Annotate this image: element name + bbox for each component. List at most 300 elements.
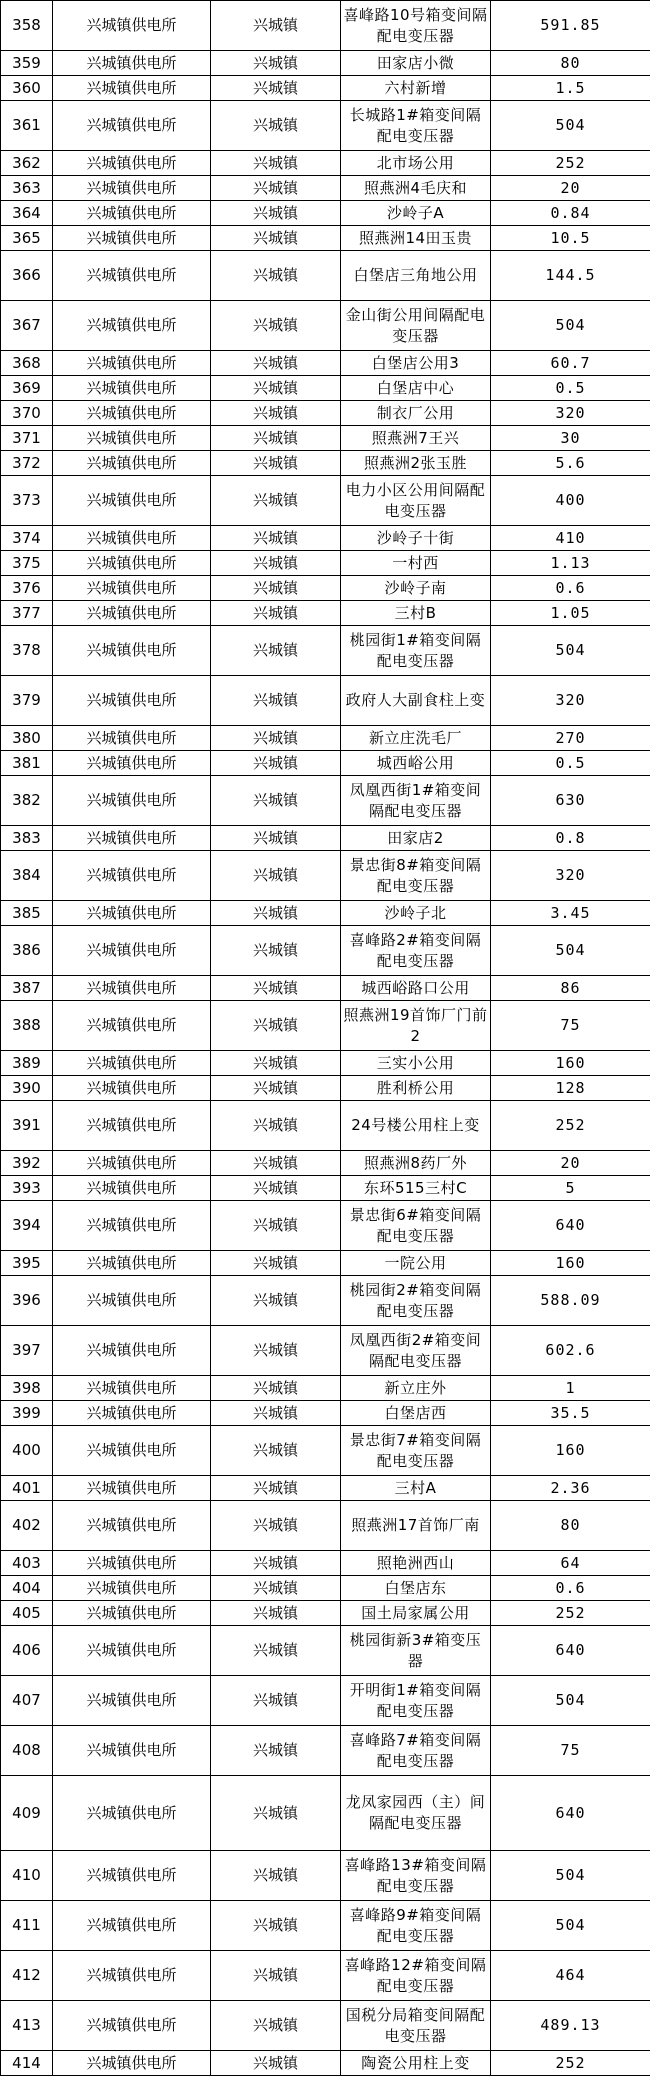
table-row — [1, 226, 650, 251]
cell-supply-station: 兴城镇供电所 — [53, 476, 211, 526]
cell-row-number: 368 — [1, 351, 53, 376]
cell-row-number: 378 — [1, 626, 53, 676]
cell-capacity: 64 — [491, 1551, 650, 1576]
table-row — [1, 1851, 650, 1901]
table-row — [1, 1901, 650, 1951]
cell-row-number: 358 — [1, 1, 53, 51]
table-row — [1, 401, 650, 426]
cell-town: 兴城镇 — [211, 1251, 341, 1276]
cell-capacity: 160 — [491, 1051, 650, 1076]
cell-row-number: 363 — [1, 176, 53, 201]
table-row — [1, 2051, 650, 2076]
cell-row-number: 369 — [1, 376, 53, 401]
cell-town: 兴城镇 — [211, 776, 341, 826]
cell-capacity: 1.05 — [491, 601, 650, 626]
cell-row-number: 374 — [1, 526, 53, 551]
cell-town: 兴城镇 — [211, 451, 341, 476]
cell-row-number: 392 — [1, 1151, 53, 1176]
cell-transformer-name: 胜利桥公用 — [341, 1076, 491, 1101]
cell-capacity: 252 — [491, 1601, 650, 1626]
cell-town: 兴城镇 — [211, 1401, 341, 1426]
cell-town: 兴城镇 — [211, 1501, 341, 1551]
cell-transformer-name: 桃园街新3#箱变压器 — [341, 1626, 491, 1676]
table-row — [1, 576, 650, 601]
cell-row-number: 385 — [1, 901, 53, 926]
cell-capacity: 1.5 — [491, 76, 650, 101]
table-row — [1, 926, 650, 976]
cell-supply-station: 兴城镇供电所 — [53, 1326, 211, 1376]
cell-row-number: 400 — [1, 1426, 53, 1476]
cell-transformer-name: 新立庄洗毛厂 — [341, 726, 491, 751]
cell-row-number: 414 — [1, 2051, 53, 2076]
cell-town: 兴城镇 — [211, 176, 341, 201]
table-row — [1, 526, 650, 551]
cell-transformer-name: 城西峪公用 — [341, 751, 491, 776]
cell-town: 兴城镇 — [211, 301, 341, 351]
table-row — [1, 726, 650, 751]
cell-transformer-name: 北市场公用 — [341, 151, 491, 176]
cell-capacity: 75 — [491, 1726, 650, 1776]
cell-capacity: 35.5 — [491, 1401, 650, 1426]
cell-row-number: 405 — [1, 1601, 53, 1626]
cell-supply-station: 兴城镇供电所 — [53, 1401, 211, 1426]
cell-row-number: 403 — [1, 1551, 53, 1576]
table-row — [1, 301, 650, 351]
cell-supply-station: 兴城镇供电所 — [53, 1601, 211, 1626]
cell-capacity: 504 — [491, 1676, 650, 1726]
table-row — [1, 551, 650, 576]
cell-town: 兴城镇 — [211, 101, 341, 151]
cell-capacity: 400 — [491, 476, 650, 526]
cell-row-number: 364 — [1, 201, 53, 226]
cell-transformer-name: 一村西 — [341, 551, 491, 576]
cell-supply-station: 兴城镇供电所 — [53, 1151, 211, 1176]
cell-capacity: 0.8 — [491, 826, 650, 851]
cell-supply-station: 兴城镇供电所 — [53, 726, 211, 751]
cell-transformer-name: 喜峰路9#箱变间隔配电变压器 — [341, 1901, 491, 1951]
cell-row-number: 409 — [1, 1776, 53, 1851]
cell-capacity: 20 — [491, 176, 650, 201]
cell-town: 兴城镇 — [211, 1726, 341, 1776]
table-row — [1, 1626, 650, 1676]
cell-town: 兴城镇 — [211, 1201, 341, 1251]
cell-row-number: 381 — [1, 751, 53, 776]
cell-row-number: 362 — [1, 151, 53, 176]
cell-town: 兴城镇 — [211, 926, 341, 976]
cell-row-number: 367 — [1, 301, 53, 351]
cell-supply-station: 兴城镇供电所 — [53, 351, 211, 376]
cell-transformer-name: 凤凰西街2#箱变间隔配电变压器 — [341, 1326, 491, 1376]
cell-row-number: 410 — [1, 1851, 53, 1901]
cell-row-number: 375 — [1, 551, 53, 576]
cell-capacity: 252 — [491, 1101, 650, 1151]
cell-supply-station: 兴城镇供电所 — [53, 626, 211, 676]
cell-town: 兴城镇 — [211, 626, 341, 676]
table-row — [1, 1951, 650, 2001]
cell-town: 兴城镇 — [211, 151, 341, 176]
cell-town: 兴城镇 — [211, 726, 341, 751]
cell-row-number: 366 — [1, 251, 53, 301]
table-row — [1, 601, 650, 626]
cell-supply-station: 兴城镇供电所 — [53, 251, 211, 301]
cell-row-number: 376 — [1, 576, 53, 601]
cell-row-number: 359 — [1, 51, 53, 76]
cell-row-number: 361 — [1, 101, 53, 151]
cell-town: 兴城镇 — [211, 401, 341, 426]
cell-row-number: 401 — [1, 1476, 53, 1501]
cell-capacity: 160 — [491, 1426, 650, 1476]
cell-row-number: 365 — [1, 226, 53, 251]
cell-capacity: 128 — [491, 1076, 650, 1101]
cell-transformer-name: 六村新增 — [341, 76, 491, 101]
cell-row-number: 407 — [1, 1676, 53, 1726]
cell-capacity: 10.5 — [491, 226, 650, 251]
cell-row-number: 371 — [1, 426, 53, 451]
cell-town: 兴城镇 — [211, 1676, 341, 1726]
cell-capacity: 464 — [491, 1951, 650, 2001]
cell-supply-station: 兴城镇供电所 — [53, 976, 211, 1001]
cell-row-number: 399 — [1, 1401, 53, 1426]
cell-town: 兴城镇 — [211, 201, 341, 226]
cell-transformer-name: 白堡店西 — [341, 1401, 491, 1426]
cell-row-number: 373 — [1, 476, 53, 526]
table-row — [1, 776, 650, 826]
cell-transformer-name: 沙岭子A — [341, 201, 491, 226]
cell-row-number: 379 — [1, 676, 53, 726]
cell-capacity: 630 — [491, 776, 650, 826]
cell-capacity: 0.5 — [491, 376, 650, 401]
cell-row-number: 383 — [1, 826, 53, 851]
cell-town: 兴城镇 — [211, 226, 341, 251]
cell-town: 兴城镇 — [211, 1551, 341, 1576]
cell-row-number: 377 — [1, 601, 53, 626]
cell-supply-station: 兴城镇供电所 — [53, 1376, 211, 1401]
cell-transformer-name: 沙岭子南 — [341, 576, 491, 601]
table-row — [1, 901, 650, 926]
table-row — [1, 51, 650, 76]
cell-supply-station: 兴城镇供电所 — [53, 226, 211, 251]
table-row — [1, 101, 650, 151]
cell-row-number: 396 — [1, 1276, 53, 1326]
cell-row-number: 402 — [1, 1501, 53, 1551]
cell-town: 兴城镇 — [211, 1376, 341, 1401]
cell-row-number: 393 — [1, 1176, 53, 1201]
table-row — [1, 1051, 650, 1076]
cell-transformer-name: 照燕洲2张玉胜 — [341, 451, 491, 476]
cell-town: 兴城镇 — [211, 1776, 341, 1851]
cell-transformer-name: 电力小区公用间隔配电变压器 — [341, 476, 491, 526]
cell-supply-station: 兴城镇供电所 — [53, 576, 211, 601]
cell-transformer-name: 三实小公用 — [341, 1051, 491, 1076]
cell-supply-station: 兴城镇供电所 — [53, 176, 211, 201]
cell-row-number: 360 — [1, 76, 53, 101]
cell-transformer-name: 白堡店中心 — [341, 376, 491, 401]
cell-row-number: 413 — [1, 2001, 53, 2051]
table-row — [1, 1726, 650, 1776]
cell-town: 兴城镇 — [211, 1326, 341, 1376]
cell-transformer-name: 凤凰西街1#箱变间隔配电变压器 — [341, 776, 491, 826]
cell-supply-station: 兴城镇供电所 — [53, 1951, 211, 2001]
cell-capacity: 640 — [491, 1776, 650, 1851]
cell-capacity: 320 — [491, 851, 650, 901]
cell-row-number: 372 — [1, 451, 53, 476]
cell-capacity: 30 — [491, 426, 650, 451]
table-row — [1, 1176, 650, 1201]
cell-row-number: 389 — [1, 1051, 53, 1076]
table-row — [1, 626, 650, 676]
cell-transformer-name: 喜峰路10号箱变间隔配电变压器 — [341, 1, 491, 51]
cell-supply-station: 兴城镇供电所 — [53, 901, 211, 926]
cell-town: 兴城镇 — [211, 1101, 341, 1151]
cell-capacity: 320 — [491, 676, 650, 726]
cell-supply-station: 兴城镇供电所 — [53, 1726, 211, 1776]
cell-transformer-name: 照燕洲17首饰厂南 — [341, 1501, 491, 1551]
cell-capacity: 489.13 — [491, 2001, 650, 2051]
cell-supply-station: 兴城镇供电所 — [53, 751, 211, 776]
cell-town: 兴城镇 — [211, 1626, 341, 1676]
table-row — [1, 376, 650, 401]
cell-supply-station: 兴城镇供电所 — [53, 1551, 211, 1576]
cell-town: 兴城镇 — [211, 1276, 341, 1326]
cell-town: 兴城镇 — [211, 476, 341, 526]
cell-supply-station: 兴城镇供电所 — [53, 1276, 211, 1326]
cell-transformer-name: 三村A — [341, 1476, 491, 1501]
cell-supply-station: 兴城镇供电所 — [53, 76, 211, 101]
cell-transformer-name: 新立庄外 — [341, 1376, 491, 1401]
cell-row-number: 386 — [1, 926, 53, 976]
cell-supply-station: 兴城镇供电所 — [53, 376, 211, 401]
cell-transformer-name: 白堡店公用3 — [341, 351, 491, 376]
cell-capacity: 86 — [491, 976, 650, 1001]
table-row — [1, 1776, 650, 1851]
cell-transformer-name: 开明街1#箱变间隔配电变压器 — [341, 1676, 491, 1726]
cell-town: 兴城镇 — [211, 1576, 341, 1601]
table-row — [1, 201, 650, 226]
cell-capacity: 504 — [491, 301, 650, 351]
cell-transformer-name: 照艳洲西山 — [341, 1551, 491, 1576]
cell-town: 兴城镇 — [211, 526, 341, 551]
cell-supply-station: 兴城镇供电所 — [53, 601, 211, 626]
cell-row-number: 380 — [1, 726, 53, 751]
cell-supply-station: 兴城镇供电所 — [53, 676, 211, 726]
cell-town: 兴城镇 — [211, 51, 341, 76]
cell-supply-station: 兴城镇供电所 — [53, 1676, 211, 1726]
cell-row-number: 404 — [1, 1576, 53, 1601]
cell-capacity: 270 — [491, 726, 650, 751]
cell-supply-station: 兴城镇供电所 — [53, 2051, 211, 2076]
table-row — [1, 1151, 650, 1176]
cell-supply-station: 兴城镇供电所 — [53, 51, 211, 76]
cell-transformer-name: 喜峰路2#箱变间隔配电变压器 — [341, 926, 491, 976]
cell-supply-station: 兴城镇供电所 — [53, 1, 211, 51]
cell-town: 兴城镇 — [211, 2051, 341, 2076]
table-row — [1, 151, 650, 176]
cell-supply-station: 兴城镇供电所 — [53, 526, 211, 551]
cell-supply-station: 兴城镇供电所 — [53, 926, 211, 976]
table-row — [1, 1101, 650, 1151]
cell-capacity: 0.84 — [491, 201, 650, 226]
cell-capacity: 2.36 — [491, 1476, 650, 1501]
cell-town: 兴城镇 — [211, 1476, 341, 1501]
cell-row-number: 387 — [1, 976, 53, 1001]
cell-supply-station: 兴城镇供电所 — [53, 1576, 211, 1601]
cell-transformer-name: 景忠街6#箱变间隔配电变压器 — [341, 1201, 491, 1251]
cell-capacity: 60.7 — [491, 351, 650, 376]
cell-town: 兴城镇 — [211, 1076, 341, 1101]
cell-town: 兴城镇 — [211, 1176, 341, 1201]
cell-capacity: 75 — [491, 1001, 650, 1051]
cell-transformer-name: 金山街公用间隔配电变压器 — [341, 301, 491, 351]
cell-transformer-name: 长城路1#箱变间隔配电变压器 — [341, 101, 491, 151]
cell-transformer-name: 照燕洲19首饰厂门前2 — [341, 1001, 491, 1051]
cell-capacity: 0.5 — [491, 751, 650, 776]
cell-capacity: 80 — [491, 51, 650, 76]
cell-capacity: 640 — [491, 1626, 650, 1676]
cell-capacity: 1.13 — [491, 551, 650, 576]
cell-capacity: 591.85 — [491, 1, 650, 51]
cell-town: 兴城镇 — [211, 826, 341, 851]
table-row — [1, 176, 650, 201]
table-row — [1, 76, 650, 101]
cell-row-number: 384 — [1, 851, 53, 901]
cell-transformer-name: 城西峪路口公用 — [341, 976, 491, 1001]
cell-capacity: 588.09 — [491, 1276, 650, 1326]
cell-transformer-name: 照燕洲7王兴 — [341, 426, 491, 451]
cell-transformer-name: 三村B — [341, 601, 491, 626]
cell-capacity: 504 — [491, 926, 650, 976]
cell-transformer-name: 白堡店东 — [341, 1576, 491, 1601]
cell-transformer-name: 制衣厂公用 — [341, 401, 491, 426]
cell-capacity: 252 — [491, 151, 650, 176]
cell-capacity: 640 — [491, 1201, 650, 1251]
cell-capacity: 0.6 — [491, 576, 650, 601]
cell-town: 兴城镇 — [211, 551, 341, 576]
cell-transformer-name: 景忠街8#箱变间隔配电变压器 — [341, 851, 491, 901]
cell-town: 兴城镇 — [211, 1426, 341, 1476]
cell-capacity: 3.45 — [491, 901, 650, 926]
cell-town: 兴城镇 — [211, 1, 341, 51]
cell-capacity: 80 — [491, 1501, 650, 1551]
cell-supply-station: 兴城镇供电所 — [53, 401, 211, 426]
cell-town: 兴城镇 — [211, 1001, 341, 1051]
cell-transformer-name: 照燕洲4毛庆和 — [341, 176, 491, 201]
cell-supply-station: 兴城镇供电所 — [53, 1101, 211, 1151]
cell-transformer-name: 景忠街7#箱变间隔配电变压器 — [341, 1426, 491, 1476]
cell-supply-station: 兴城镇供电所 — [53, 1076, 211, 1101]
cell-town: 兴城镇 — [211, 351, 341, 376]
cell-row-number: 395 — [1, 1251, 53, 1276]
cell-row-number: 391 — [1, 1101, 53, 1151]
cell-town: 兴城镇 — [211, 601, 341, 626]
table-row — [1, 1376, 650, 1401]
cell-transformer-name: 桃园街1#箱变间隔配电变压器 — [341, 626, 491, 676]
cell-transformer-name: 田家店小微 — [341, 51, 491, 76]
table-row — [1, 851, 650, 901]
cell-transformer-name: 一院公用 — [341, 1251, 491, 1276]
cell-capacity: 602.6 — [491, 1326, 650, 1376]
cell-supply-station: 兴城镇供电所 — [53, 151, 211, 176]
table-row — [1, 1601, 650, 1626]
table-row — [1, 1501, 650, 1551]
table-row — [1, 351, 650, 376]
table-row — [1, 1676, 650, 1726]
cell-transformer-name: 照燕洲14田玉贵 — [341, 226, 491, 251]
table-row — [1, 1576, 650, 1601]
cell-row-number: 382 — [1, 776, 53, 826]
cell-transformer-name: 喜峰路7#箱变间隔配电变压器 — [341, 1726, 491, 1776]
cell-town: 兴城镇 — [211, 1051, 341, 1076]
cell-town: 兴城镇 — [211, 426, 341, 451]
table-row — [1, 476, 650, 526]
cell-row-number: 388 — [1, 1001, 53, 1051]
cell-supply-station: 兴城镇供电所 — [53, 1501, 211, 1551]
cell-capacity: 320 — [491, 401, 650, 426]
cell-supply-station: 兴城镇供电所 — [53, 776, 211, 826]
cell-row-number: 398 — [1, 1376, 53, 1401]
cell-capacity: 252 — [491, 2051, 650, 2076]
cell-supply-station: 兴城镇供电所 — [53, 1001, 211, 1051]
cell-transformer-name: 国土局家属公用 — [341, 1601, 491, 1626]
cell-capacity: 160 — [491, 1251, 650, 1276]
cell-town: 兴城镇 — [211, 576, 341, 601]
cell-transformer-name: 桃园街2#箱变间隔配电变压器 — [341, 1276, 491, 1326]
cell-capacity: 504 — [491, 1901, 650, 1951]
cell-transformer-name: 田家店2 — [341, 826, 491, 851]
cell-town: 兴城镇 — [211, 1601, 341, 1626]
cell-row-number: 397 — [1, 1326, 53, 1376]
cell-supply-station: 兴城镇供电所 — [53, 451, 211, 476]
cell-transformer-name: 沙岭子北 — [341, 901, 491, 926]
cell-transformer-name: 陶瓷公用柱上变 — [341, 2051, 491, 2076]
table-row — [1, 826, 650, 851]
table-row — [1, 1426, 650, 1476]
cell-town: 兴城镇 — [211, 751, 341, 776]
cell-capacity: 410 — [491, 526, 650, 551]
table-body — [1, 1, 650, 2076]
cell-supply-station: 兴城镇供电所 — [53, 301, 211, 351]
cell-row-number: 390 — [1, 1076, 53, 1101]
table-row — [1, 676, 650, 726]
cell-capacity: 5 — [491, 1176, 650, 1201]
cell-supply-station: 兴城镇供电所 — [53, 551, 211, 576]
cell-supply-station: 兴城镇供电所 — [53, 1176, 211, 1201]
table-row — [1, 1076, 650, 1101]
cell-supply-station: 兴城镇供电所 — [53, 1776, 211, 1851]
cell-capacity: 20 — [491, 1151, 650, 1176]
cell-capacity: 144.5 — [491, 251, 650, 301]
cell-town: 兴城镇 — [211, 76, 341, 101]
cell-supply-station: 兴城镇供电所 — [53, 826, 211, 851]
cell-supply-station: 兴城镇供电所 — [53, 1201, 211, 1251]
cell-supply-station: 兴城镇供电所 — [53, 1426, 211, 1476]
cell-supply-station: 兴城镇供电所 — [53, 2001, 211, 2051]
cell-capacity: 504 — [491, 626, 650, 676]
table-row — [1, 1476, 650, 1501]
table-row — [1, 751, 650, 776]
table-row — [1, 976, 650, 1001]
cell-supply-station: 兴城镇供电所 — [53, 201, 211, 226]
cell-town: 兴城镇 — [211, 901, 341, 926]
cell-town: 兴城镇 — [211, 676, 341, 726]
cell-supply-station: 兴城镇供电所 — [53, 1901, 211, 1951]
table-row — [1, 1276, 650, 1326]
cell-town: 兴城镇 — [211, 1901, 341, 1951]
table-row — [1, 1326, 650, 1376]
table-row — [1, 426, 650, 451]
cell-capacity: 504 — [491, 1851, 650, 1901]
cell-supply-station: 兴城镇供电所 — [53, 1051, 211, 1076]
cell-row-number: 406 — [1, 1626, 53, 1676]
